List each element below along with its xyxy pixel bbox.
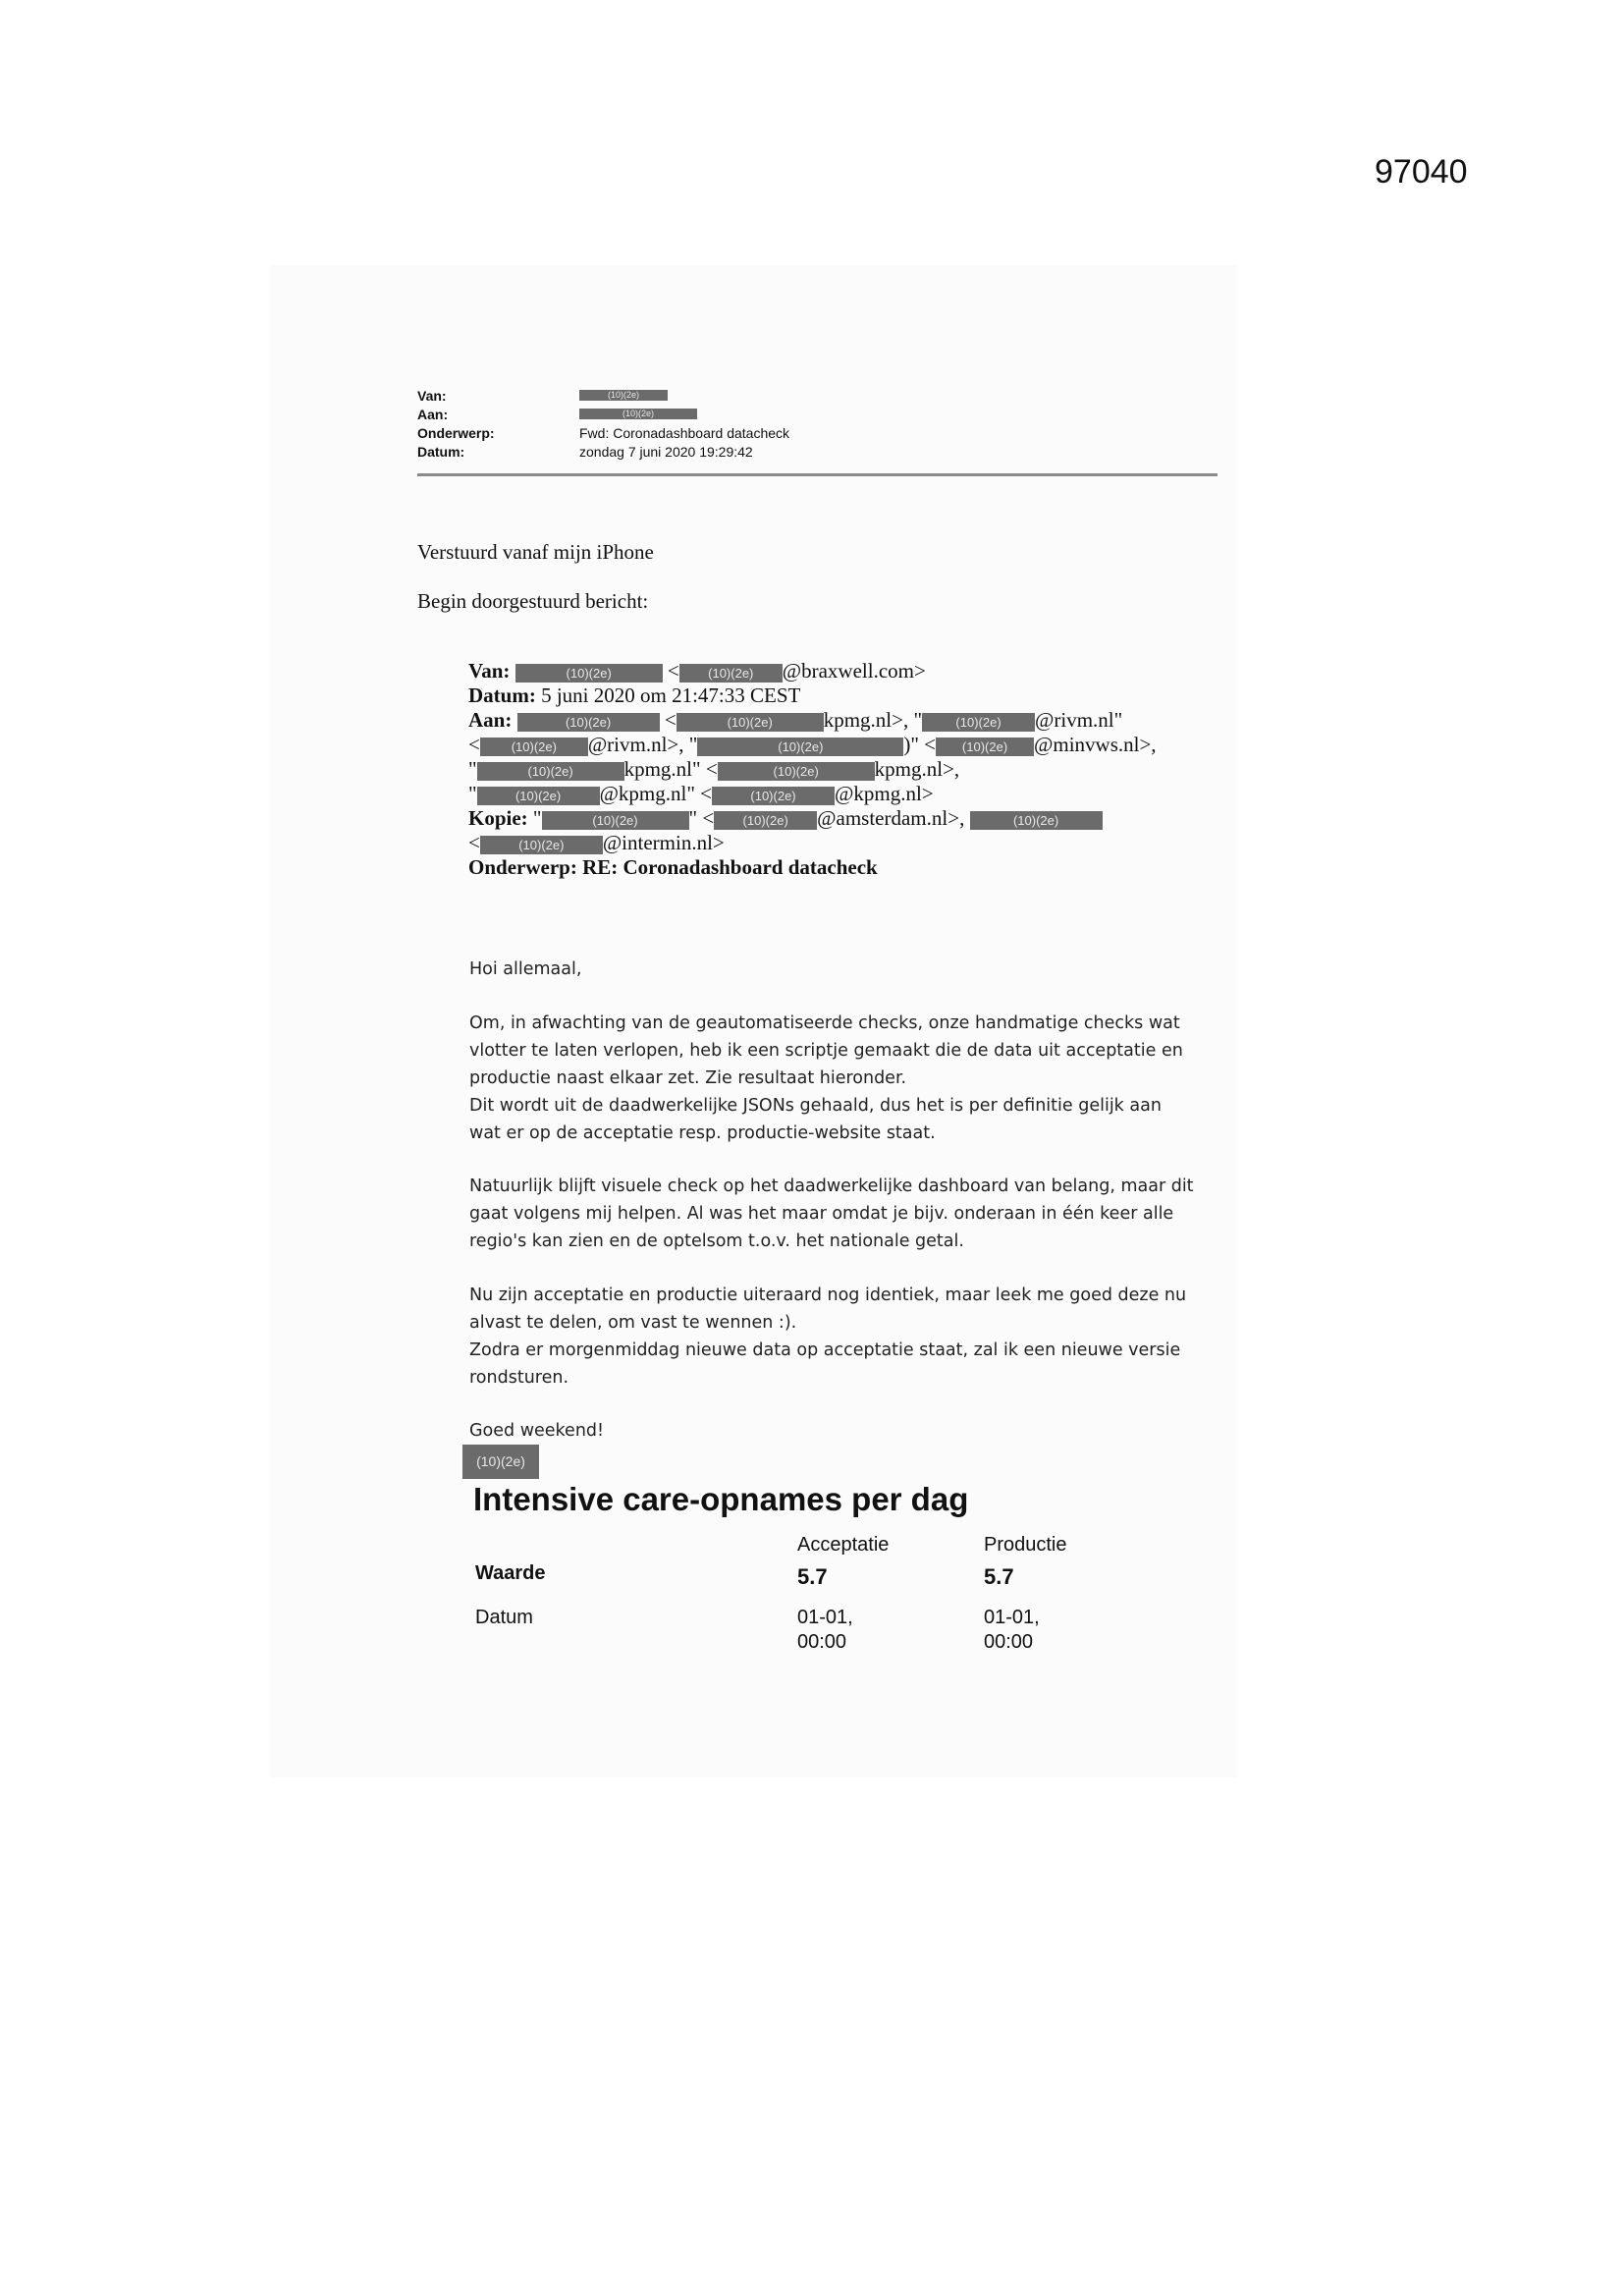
text-line: regio's kan zien en de optelsom t.o.v. het nationale getal. xyxy=(469,1231,964,1251)
fwd-date-line xyxy=(468,683,1157,708)
datum-acceptatie-time: 00:00 xyxy=(797,1631,847,1653)
redaction-box: (10)(2e) xyxy=(579,390,668,401)
row-label-datum: Datum xyxy=(475,1607,533,1628)
waarde-productie: 5.7 xyxy=(984,1564,1014,1589)
recipient-text: @minvws.nl>, xyxy=(1034,733,1157,756)
fwd-from-label: Van: xyxy=(468,659,511,683)
paragraph-2 xyxy=(469,1173,1196,1255)
fwd-subject-label: Onderwerp: xyxy=(468,855,577,879)
column-header-productie: Productie xyxy=(984,1534,1067,1556)
fwd-from-line: Van: (10)(2e) < (10)(2e) @braxwell.com> xyxy=(468,659,926,683)
recipient-text: kpmg.nl>, " xyxy=(823,708,923,732)
date-value: zondag 7 juni 2020 19:29:42 xyxy=(579,443,753,460)
redaction-box: (10)(2e) xyxy=(718,762,875,781)
text-line: Nu zijn acceptatie en productie uiteraard nog identiek, maar leek me goed deze nu xyxy=(469,1285,1187,1305)
sent-from-line: Verstuurd vanaf mijn iPhone xyxy=(417,540,654,564)
redaction-box: (10)(2e) xyxy=(714,811,817,830)
recipient-text: kpmg.nl" < xyxy=(623,757,718,781)
header-divider xyxy=(417,473,1218,476)
greeting-text: Hoi allemaal, xyxy=(469,959,582,979)
fwd-cc-label: Kopie: xyxy=(468,806,528,830)
redaction-box: (10)(2e) xyxy=(517,713,660,732)
redaction-box: (10)(2e) xyxy=(477,787,600,805)
signature-redaction: (10)(2e) xyxy=(462,1445,539,1479)
text-line: gaat volgens mij helpen. Al was het maar omdat je bijv. onderaan in één keer alle xyxy=(469,1204,1174,1224)
forwarded-header xyxy=(468,659,1157,880)
document-number: 97040 xyxy=(1375,153,1468,191)
email-header xyxy=(417,386,789,461)
subject-label: Onderwerp: xyxy=(417,424,495,441)
recipient-text: kpmg.nl>, xyxy=(874,757,960,781)
subject-value: Fwd: Coronadashboard datacheck xyxy=(579,424,790,441)
header-subject-row xyxy=(417,423,789,442)
redaction-box: (10)(2e) xyxy=(936,738,1034,756)
datum-acceptatie-date: 01-01, xyxy=(797,1607,853,1628)
fwd-to-line-4: " (10)(2e) @kpmg.nl" < (10)(2e) @kpmg.nl> xyxy=(468,782,934,805)
recipient-text: @intermin.nl> xyxy=(602,831,725,854)
recipient-text: @kpmg.nl" < xyxy=(599,782,713,805)
redaction-box: (10)(2e) xyxy=(679,664,783,683)
redaction-box: (10)(2e) xyxy=(677,713,824,732)
datum-productie-date: 01-01, xyxy=(984,1607,1040,1628)
redaction-box: (10)(2e) xyxy=(970,811,1103,830)
header-to-row xyxy=(417,405,789,423)
table-title: Intensive care-opnames per dag xyxy=(473,1481,969,1517)
redaction-box: (10)(2e) xyxy=(922,713,1035,732)
column-header-acceptatie: Acceptatie xyxy=(797,1534,890,1556)
fwd-date-label: Datum: xyxy=(468,683,536,707)
fwd-subject-line xyxy=(468,855,1157,880)
text-line: alvast te delen, om vast te wennen :). xyxy=(469,1313,797,1333)
redaction-box: (10)(2e) xyxy=(697,738,903,756)
datum-productie-time: 00:00 xyxy=(984,1631,1034,1653)
text-line: Dit wordt uit de daadwerkelijke JSONs gehaald, dus het is per definitie gelijk aan xyxy=(469,1096,1162,1116)
waarde-acceptatie: 5.7 xyxy=(797,1564,828,1589)
row-label-waarde: Waarde xyxy=(475,1562,546,1584)
fwd-to-label: Aan: xyxy=(468,708,513,732)
redaction-box: (10)(2e) xyxy=(477,762,624,781)
closing xyxy=(469,1417,1196,1445)
redaction-box: (10)(2e) xyxy=(515,664,663,683)
fwd-cc-line-2: < (10)(2e) @intermin.nl> xyxy=(468,831,725,854)
closing-text: Goed weekend! xyxy=(469,1421,605,1441)
redaction-box: (10)(2e) xyxy=(579,409,697,419)
recipient-text: @rivm.nl>, " xyxy=(587,733,698,756)
fwd-subject-value: RE: Coronadashboard datacheck xyxy=(582,855,878,879)
from-label: Van: xyxy=(417,387,447,404)
to-label: Aan: xyxy=(417,406,449,422)
fwd-cc-line-1: Kopie: " (10)(2e) " < (10)(2e) @amsterdam.nl>, (10)(2e) xyxy=(468,806,1157,831)
redaction-box: (10)(2e) xyxy=(480,836,603,854)
fwd-to-line-3: " (10)(2e) kpmg.nl" < (10)(2e) kpmg.nl>, xyxy=(468,757,960,781)
paragraph-3 xyxy=(469,1282,1196,1392)
fwd-date-value: 5 juni 2020 om 21:47:33 CEST xyxy=(541,683,801,707)
recipient-text: @kpmg.nl> xyxy=(835,782,934,805)
fwd-from-domain: @braxwell.com> xyxy=(782,659,926,683)
recipient-text: @rivm.nl" xyxy=(1035,708,1123,732)
text-line: productie naast elkaar zet. Zie resultaat hieronder. xyxy=(469,1068,907,1088)
text-line: rondsturen. xyxy=(469,1368,569,1388)
recipient-text: @amsterdam.nl>, xyxy=(817,806,965,830)
text-line: vlotter te laten verlopen, heb ik een scriptje gemaakt die de data uit acceptatie en xyxy=(469,1041,1183,1061)
redaction-box: (10)(2e) xyxy=(542,811,689,830)
date-label: Datum: xyxy=(417,443,465,460)
text-line: Om, in afwachting van de geautomatiseerde checks, onze handmatige checks wat xyxy=(469,1013,1180,1033)
redaction-box: (10)(2e) xyxy=(480,738,588,756)
paragraph-1 xyxy=(469,1010,1196,1147)
fwd-to-line-1: Aan: (10)(2e) < (10)(2e) kpmg.nl>, " (10)(2e) @rivm.nl" xyxy=(468,708,1123,732)
header-date-row xyxy=(417,442,789,461)
redaction-box: (10)(2e) xyxy=(712,787,835,805)
text-line: Natuurlijk blijft visuele check op het daadwerkelijke dashboard van belang, maar dit xyxy=(469,1176,1194,1196)
fwd-to-line-2: < (10)(2e) @rivm.nl>, " (10)(2e) )" < (10)(2e) @minvws.nl>, xyxy=(468,733,1157,756)
text-line: Zodra er morgenmiddag nieuwe data op acceptatie staat, zal ik een nieuwe versie xyxy=(469,1340,1181,1360)
text-line: wat er op de acceptatie resp. productie-website staat. xyxy=(469,1123,936,1143)
forwarded-heading: Begin doorgestuurd bericht: xyxy=(417,589,649,613)
header-from-row xyxy=(417,386,789,405)
greeting xyxy=(469,956,1196,983)
